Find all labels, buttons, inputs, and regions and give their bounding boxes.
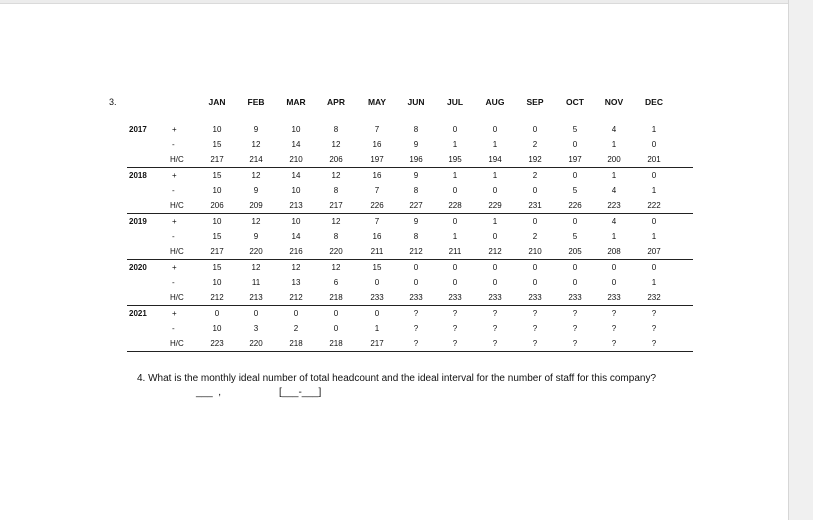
table-cell: 4: [611, 217, 617, 226]
table-cell: 10: [212, 186, 222, 195]
table-cell: 1: [651, 186, 657, 195]
table-cell: ?: [413, 339, 419, 348]
table-cell: 206: [210, 201, 224, 210]
table-cell: 0: [452, 263, 458, 272]
table-cell: 233: [370, 293, 384, 302]
table-cell: 233: [568, 293, 582, 302]
year-divider: [127, 167, 693, 168]
month-header: JUL: [446, 97, 464, 107]
table-cell: 232: [647, 293, 661, 302]
row-type-label: H/C: [170, 247, 184, 256]
year-divider: [127, 305, 693, 306]
row-type-label: +: [172, 263, 177, 272]
table-cell: 218: [329, 339, 343, 348]
table-cell: 0: [532, 186, 538, 195]
table-cell: 14: [291, 232, 301, 241]
table-cell: 1: [611, 232, 617, 241]
table-cell: 15: [212, 263, 222, 272]
table-cell: 0: [333, 309, 339, 318]
table-cell: 12: [291, 263, 301, 272]
table-cell: 9: [253, 125, 259, 134]
table-cell: 1: [611, 171, 617, 180]
table-cell: ?: [611, 324, 617, 333]
table-cell: 0: [572, 171, 578, 180]
table-cell: 0: [572, 263, 578, 272]
table-cell: 217: [370, 339, 384, 348]
table-cell: 9: [253, 186, 259, 195]
month-header: OCT: [566, 97, 584, 107]
table-cell: 211: [370, 247, 384, 256]
row-type-label: -: [172, 232, 175, 241]
table-cell: ?: [452, 309, 458, 318]
ideal-headcount-blank[interactable]: ___ ,: [196, 387, 222, 398]
table-cell: 2: [532, 140, 538, 149]
month-header: FEB: [247, 97, 265, 107]
table-cell: 12: [331, 171, 341, 180]
table-cell: 205: [568, 247, 582, 256]
table-cell: 9: [253, 232, 259, 241]
table-cell: 220: [249, 247, 263, 256]
vertical-scrollbar[interactable]: [788, 0, 813, 520]
table-cell: 0: [572, 217, 578, 226]
year-divider: [127, 213, 693, 214]
table-cell: 223: [210, 339, 224, 348]
question-4-text: 4. What is the monthly ideal number of total headcount and the ideal interval for the number of staff for this company?: [137, 373, 656, 384]
year-divider: [127, 351, 693, 352]
table-cell: 10: [291, 186, 301, 195]
table-cell: 0: [452, 278, 458, 287]
table-cell: 8: [333, 232, 339, 241]
table-cell: ?: [611, 339, 617, 348]
table-cell: 228: [448, 201, 462, 210]
table-cell: 0: [611, 278, 617, 287]
table-cell: 10: [212, 324, 222, 333]
table-cell: ?: [651, 309, 657, 318]
table-cell: 0: [532, 125, 538, 134]
table-cell: ?: [492, 309, 498, 318]
table-cell: 0: [651, 140, 657, 149]
table-cell: ?: [651, 324, 657, 333]
table-cell: 1: [492, 140, 498, 149]
table-cell: 8: [413, 125, 419, 134]
table-cell: ?: [532, 309, 538, 318]
table-cell: 0: [374, 309, 380, 318]
table-cell: 233: [488, 293, 502, 302]
table-cell: 210: [289, 155, 303, 164]
table-cell: ?: [452, 339, 458, 348]
row-type-label: H/C: [170, 155, 184, 164]
year-label: 2019: [129, 217, 147, 226]
table-cell: 8: [413, 232, 419, 241]
table-cell: 12: [331, 140, 341, 149]
table-cell: 217: [329, 201, 343, 210]
table-cell: 208: [607, 247, 621, 256]
table-cell: 233: [448, 293, 462, 302]
table-cell: 1: [452, 232, 458, 241]
table-cell: 0: [492, 232, 498, 241]
table-cell: 5: [572, 125, 578, 134]
table-cell: 196: [409, 155, 423, 164]
table-cell: 10: [212, 278, 222, 287]
month-header: AUG: [485, 97, 505, 107]
table-cell: 15: [212, 232, 222, 241]
year-label: 2018: [129, 171, 147, 180]
table-cell: 212: [488, 247, 502, 256]
row-type-label: +: [172, 217, 177, 226]
table-cell: 10: [212, 217, 222, 226]
table-cell: 2: [532, 232, 538, 241]
table-cell: 209: [249, 201, 263, 210]
table-cell: 212: [289, 293, 303, 302]
table-cell: 226: [568, 201, 582, 210]
table-cell: 4: [611, 125, 617, 134]
row-type-label: H/C: [170, 339, 184, 348]
table-cell: ?: [532, 324, 538, 333]
table-cell: 200: [607, 155, 621, 164]
table-cell: 233: [607, 293, 621, 302]
table-cell: 214: [249, 155, 263, 164]
table-cell: 0: [572, 140, 578, 149]
table-cell: 0: [651, 263, 657, 272]
table-cell: 0: [532, 278, 538, 287]
row-type-label: -: [172, 324, 175, 333]
month-header: MAR: [286, 97, 306, 107]
table-cell: 0: [492, 278, 498, 287]
table-cell: 1: [374, 324, 380, 333]
row-type-label: -: [172, 140, 175, 149]
table-cell: 217: [210, 247, 224, 256]
table-cell: ?: [452, 324, 458, 333]
table-cell: 7: [374, 186, 380, 195]
table-cell: 9: [413, 217, 419, 226]
table-cell: ?: [532, 339, 538, 348]
table-cell: 8: [333, 125, 339, 134]
table-cell: 8: [413, 186, 419, 195]
table-cell: 0: [651, 171, 657, 180]
table-cell: ?: [572, 324, 578, 333]
table-cell: 15: [372, 263, 382, 272]
table-cell: 16: [372, 171, 382, 180]
table-cell: 10: [291, 217, 301, 226]
month-header: DEC: [645, 97, 663, 107]
table-cell: 13: [291, 278, 301, 287]
table-cell: 12: [251, 171, 261, 180]
table-cell: 14: [291, 171, 301, 180]
table-cell: 1: [452, 140, 458, 149]
table-cell: 212: [409, 247, 423, 256]
table-cell: 210: [528, 247, 542, 256]
table-cell: ?: [492, 324, 498, 333]
table-cell: 14: [291, 140, 301, 149]
table-cell: 0: [611, 263, 617, 272]
table-cell: 16: [372, 232, 382, 241]
table-cell: 218: [289, 339, 303, 348]
table-cell: 211: [448, 247, 462, 256]
table-cell: 1: [492, 217, 498, 226]
table-cell: 0: [452, 217, 458, 226]
table-cell: 227: [409, 201, 423, 210]
table-cell: ?: [572, 309, 578, 318]
table-cell: 218: [329, 293, 343, 302]
table-cell: 212: [210, 293, 224, 302]
table-cell: 10: [212, 125, 222, 134]
table-cell: 1: [651, 232, 657, 241]
year-label: 2017: [129, 125, 147, 134]
table-cell: 213: [289, 201, 303, 210]
table-cell: 10: [291, 125, 301, 134]
table-cell: 5: [572, 186, 578, 195]
year-label: 2021: [129, 309, 147, 318]
table-cell: 0: [492, 263, 498, 272]
table-cell: 213: [249, 293, 263, 302]
table-cell: 233: [528, 293, 542, 302]
year-divider: [127, 259, 693, 260]
table-cell: 7: [374, 217, 380, 226]
table-cell: ?: [611, 309, 617, 318]
table-cell: 231: [528, 201, 542, 210]
table-cell: 0: [492, 186, 498, 195]
row-type-label: -: [172, 186, 175, 195]
table-cell: 0: [374, 278, 380, 287]
table-cell: 0: [651, 217, 657, 226]
table-cell: 1: [651, 278, 657, 287]
table-cell: 1: [452, 171, 458, 180]
table-cell: 220: [329, 247, 343, 256]
row-type-label: +: [172, 125, 177, 134]
table-cell: 15: [212, 140, 222, 149]
table-cell: 3: [253, 324, 259, 333]
table-cell: 220: [249, 339, 263, 348]
table-cell: ?: [413, 309, 419, 318]
table-cell: 0: [452, 186, 458, 195]
table-cell: 197: [370, 155, 384, 164]
row-type-label: +: [172, 171, 177, 180]
table-cell: 12: [251, 263, 261, 272]
table-cell: 2: [293, 324, 299, 333]
table-cell: 1: [651, 125, 657, 134]
table-cell: 15: [212, 171, 222, 180]
table-cell: 4: [611, 186, 617, 195]
table-cell: 217: [210, 155, 224, 164]
table-cell: 5: [572, 232, 578, 241]
table-cell: 8: [333, 186, 339, 195]
table-cell: 201: [647, 155, 661, 164]
ideal-interval-blank[interactable]: [___-___]: [279, 387, 322, 398]
table-cell: 222: [647, 201, 661, 210]
table-cell: 0: [214, 309, 220, 318]
table-cell: 0: [333, 324, 339, 333]
month-header: SEP: [526, 97, 544, 107]
table-cell: ?: [492, 339, 498, 348]
table-cell: 2: [532, 171, 538, 180]
table-cell: 229: [488, 201, 502, 210]
table-cell: 0: [492, 125, 498, 134]
month-header: NOV: [604, 97, 624, 107]
table-cell: 9: [413, 171, 419, 180]
table-cell: 7: [374, 125, 380, 134]
table-cell: ?: [572, 339, 578, 348]
table-cell: 216: [289, 247, 303, 256]
row-type-label: H/C: [170, 293, 184, 302]
row-type-label: H/C: [170, 201, 184, 210]
table-cell: ?: [651, 339, 657, 348]
table-cell: 233: [409, 293, 423, 302]
table-cell: 12: [331, 263, 341, 272]
table-cell: 9: [413, 140, 419, 149]
table-cell: 0: [293, 309, 299, 318]
table-cell: 0: [452, 125, 458, 134]
table-cell: 0: [532, 217, 538, 226]
row-type-label: +: [172, 309, 177, 318]
table-cell: 207: [647, 247, 661, 256]
table-cell: 0: [413, 263, 419, 272]
table-cell: 12: [331, 217, 341, 226]
table-cell: 1: [611, 140, 617, 149]
table-cell: 195: [448, 155, 462, 164]
row-type-label: -: [172, 278, 175, 287]
month-header: JUN: [407, 97, 425, 107]
table-cell: 0: [532, 263, 538, 272]
page-top-edge: [0, 0, 788, 4]
table-cell: 11: [251, 278, 261, 287]
table-cell: 192: [528, 155, 542, 164]
table-cell: 206: [329, 155, 343, 164]
year-label: 2020: [129, 263, 147, 272]
table-cell: 12: [251, 140, 261, 149]
table-cell: 0: [413, 278, 419, 287]
table-cell: 12: [251, 217, 261, 226]
table-cell: ?: [413, 324, 419, 333]
table-cell: 226: [370, 201, 384, 210]
table-cell: 16: [372, 140, 382, 149]
table-cell: 1: [492, 171, 498, 180]
table-cell: 194: [488, 155, 502, 164]
table-cell: 0: [572, 278, 578, 287]
month-header: JAN: [208, 97, 226, 107]
table-cell: 0: [253, 309, 259, 318]
table-cell: 223: [607, 201, 621, 210]
question-3-number: 3.: [109, 97, 117, 107]
table-cell: 6: [333, 278, 339, 287]
month-header: MAY: [367, 97, 387, 107]
month-header: APR: [327, 97, 345, 107]
table-cell: 197: [568, 155, 582, 164]
